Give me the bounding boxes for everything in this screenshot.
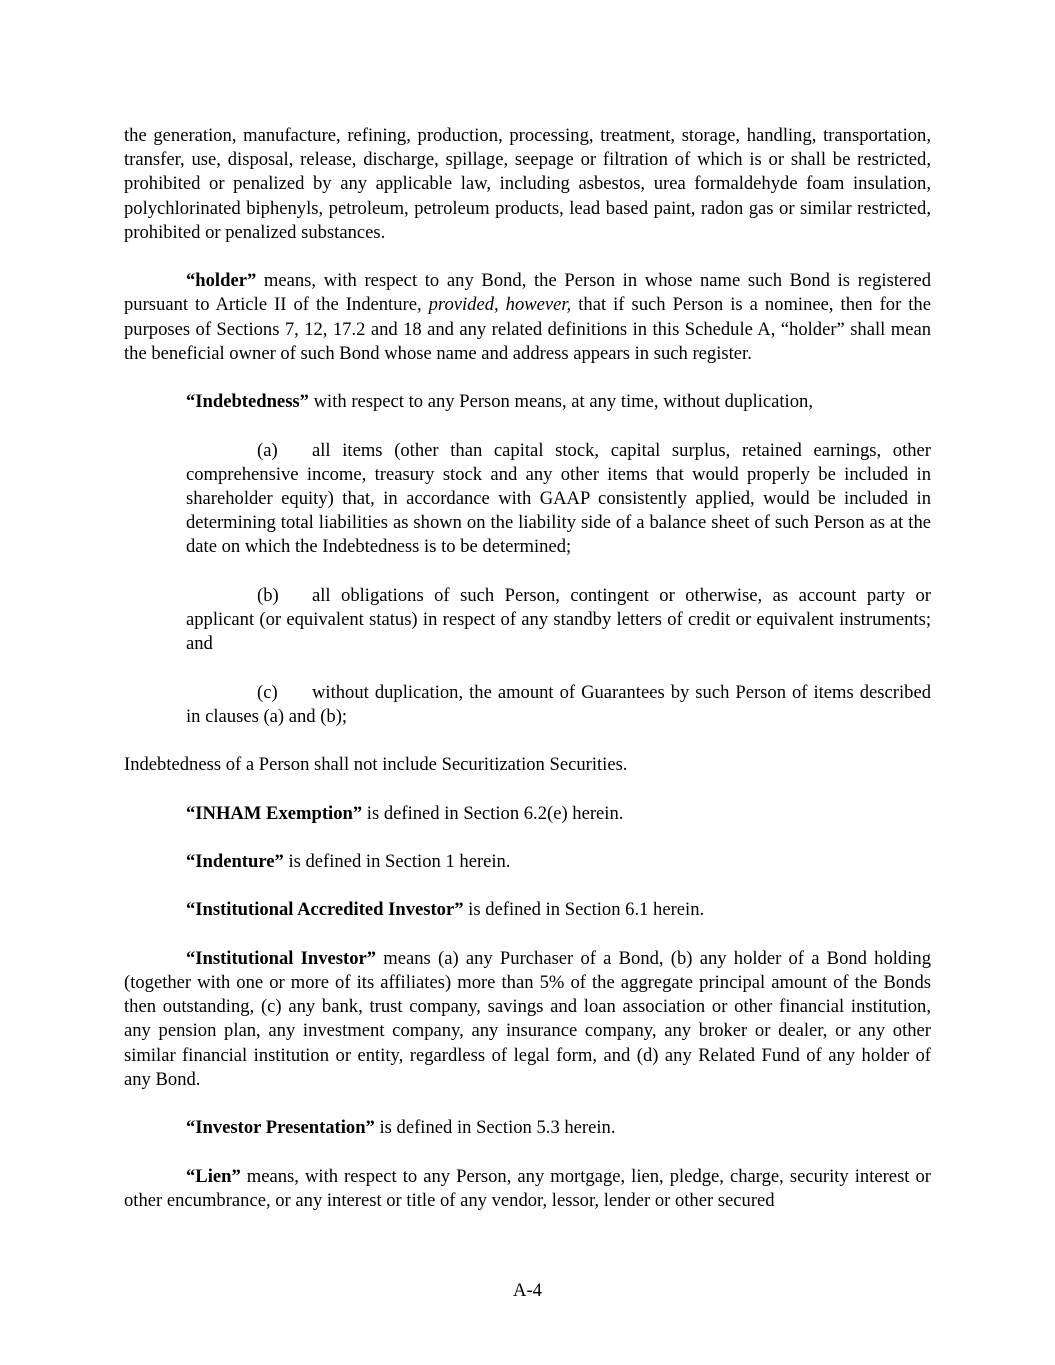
clause-text: all items (other than capital stock, capital surplus, retained earnings, other comprehensive income, treasury stock and any other items that would properly be included in shareholder equity) that, in accordance with GAAP consistently applied, would be included in determining total liabilities as shown on the liability side of a balance sheet of such Person as at the date on which the Indebtedness is to be determined; (186, 439, 931, 558)
definition-text: means, with respect to any Person, any mortgage, lien, pledge, charge, security interest or other encumbrance, or any interest or title of any vendor, lessor, lender or other secured (124, 1165, 931, 1211)
page-number: A-4 (513, 1280, 542, 1301)
defined-term: “INHAM Exemption” (186, 802, 363, 824)
definition-text: is defined in Section 1 herein. (283, 850, 511, 872)
definition-inham-exemption (124, 802, 931, 826)
definition-text: means, with respect to any Bond, the Person in whose name such Bond is registered pursuant to Article II of the Indenture, (124, 270, 931, 316)
definition-institutional-accredited-investor (124, 898, 931, 922)
defined-term: “Investor Presentation” (186, 1117, 375, 1139)
defined-term: “Indebtedness” (186, 391, 309, 413)
definition-text: with respect to any Person means, at any time, without duplication, (308, 391, 813, 413)
italic-proviso: provided, however, (428, 294, 572, 316)
clause-c (186, 681, 931, 729)
paragraph-indebtedness-exclusion (124, 753, 931, 777)
clause-number: (c) (257, 681, 278, 703)
definition-text: that if such Person is a nominee, then for the purposes of Sections 7, 12, 17.2 and 18 and any related definitions in this Schedule A, “holder” shall mean the beneficial owner of such Bond whose name and address appears in such register. (124, 294, 931, 364)
defined-term: “holder” (186, 270, 257, 292)
clause-text: without duplication, the amount of Guarantees by such Person of items described in clauses (a) and (b); (186, 681, 931, 727)
clause-b (186, 584, 931, 657)
definition-indenture (124, 850, 931, 874)
document-page (124, 124, 931, 1237)
clause-number: (a) (257, 439, 278, 461)
defined-term: “Institutional Accredited Investor” (186, 899, 464, 921)
paragraph-text: the generation, manufacture, refining, production, processing, treatment, storage, handling, transportation, transfer, use, disposal, release, discharge, spillage, seepage or filtration of which is or shall be restricted, prohibited or penalized by any applicable law, including asbestos, urea formaldehyde foam insulation, polychlorinated biphenyls, petroleum, petroleum products, lead based paint, radon gas or similar restricted, prohibited or penalized substances. (124, 125, 931, 243)
defined-term: “Indenture” (186, 850, 284, 872)
definition-text: is defined in Section 5.3 herein. (374, 1117, 616, 1139)
definition-text: means (a) any Purchaser of a Bond, (b) any holder of a Bond holding (together with one or more of its affiliates) more than 5% of the aggregate principal amount of the Bonds then outstanding, (c) any bank, trust company, savings and loan association or other financial institution, any pension plan, any investment company, any insurance company, any broker or dealer, or any other similar financial institution or entity, regardless of legal form, and (d) any Related Fund of any holder of any Bond. (124, 947, 931, 1090)
definition-institutional-investor (124, 947, 931, 1092)
definition-holder (124, 269, 931, 366)
paragraph-text: Indebtedness of a Person shall not include Securitization Securities. (124, 754, 628, 776)
definition-indebtedness (124, 390, 931, 414)
defined-term: “Institutional Investor” (186, 947, 377, 969)
clause-a (186, 439, 931, 560)
clause-text: all obligations of such Person, contingent or otherwise, as account party or applicant (or equivalent status) in respect of any standby letters of credit or equivalent instruments; and (186, 584, 931, 655)
paragraph-hazardous-materials-continuation (124, 124, 931, 245)
definition-text: is defined in Section 6.1 herein. (463, 899, 705, 921)
definition-investor-presentation (124, 1116, 931, 1140)
defined-term: “Lien” (186, 1165, 241, 1187)
definition-lien (124, 1165, 931, 1213)
definition-text: is defined in Section 6.2(e) herein. (362, 802, 624, 824)
clause-number: (b) (257, 584, 279, 606)
